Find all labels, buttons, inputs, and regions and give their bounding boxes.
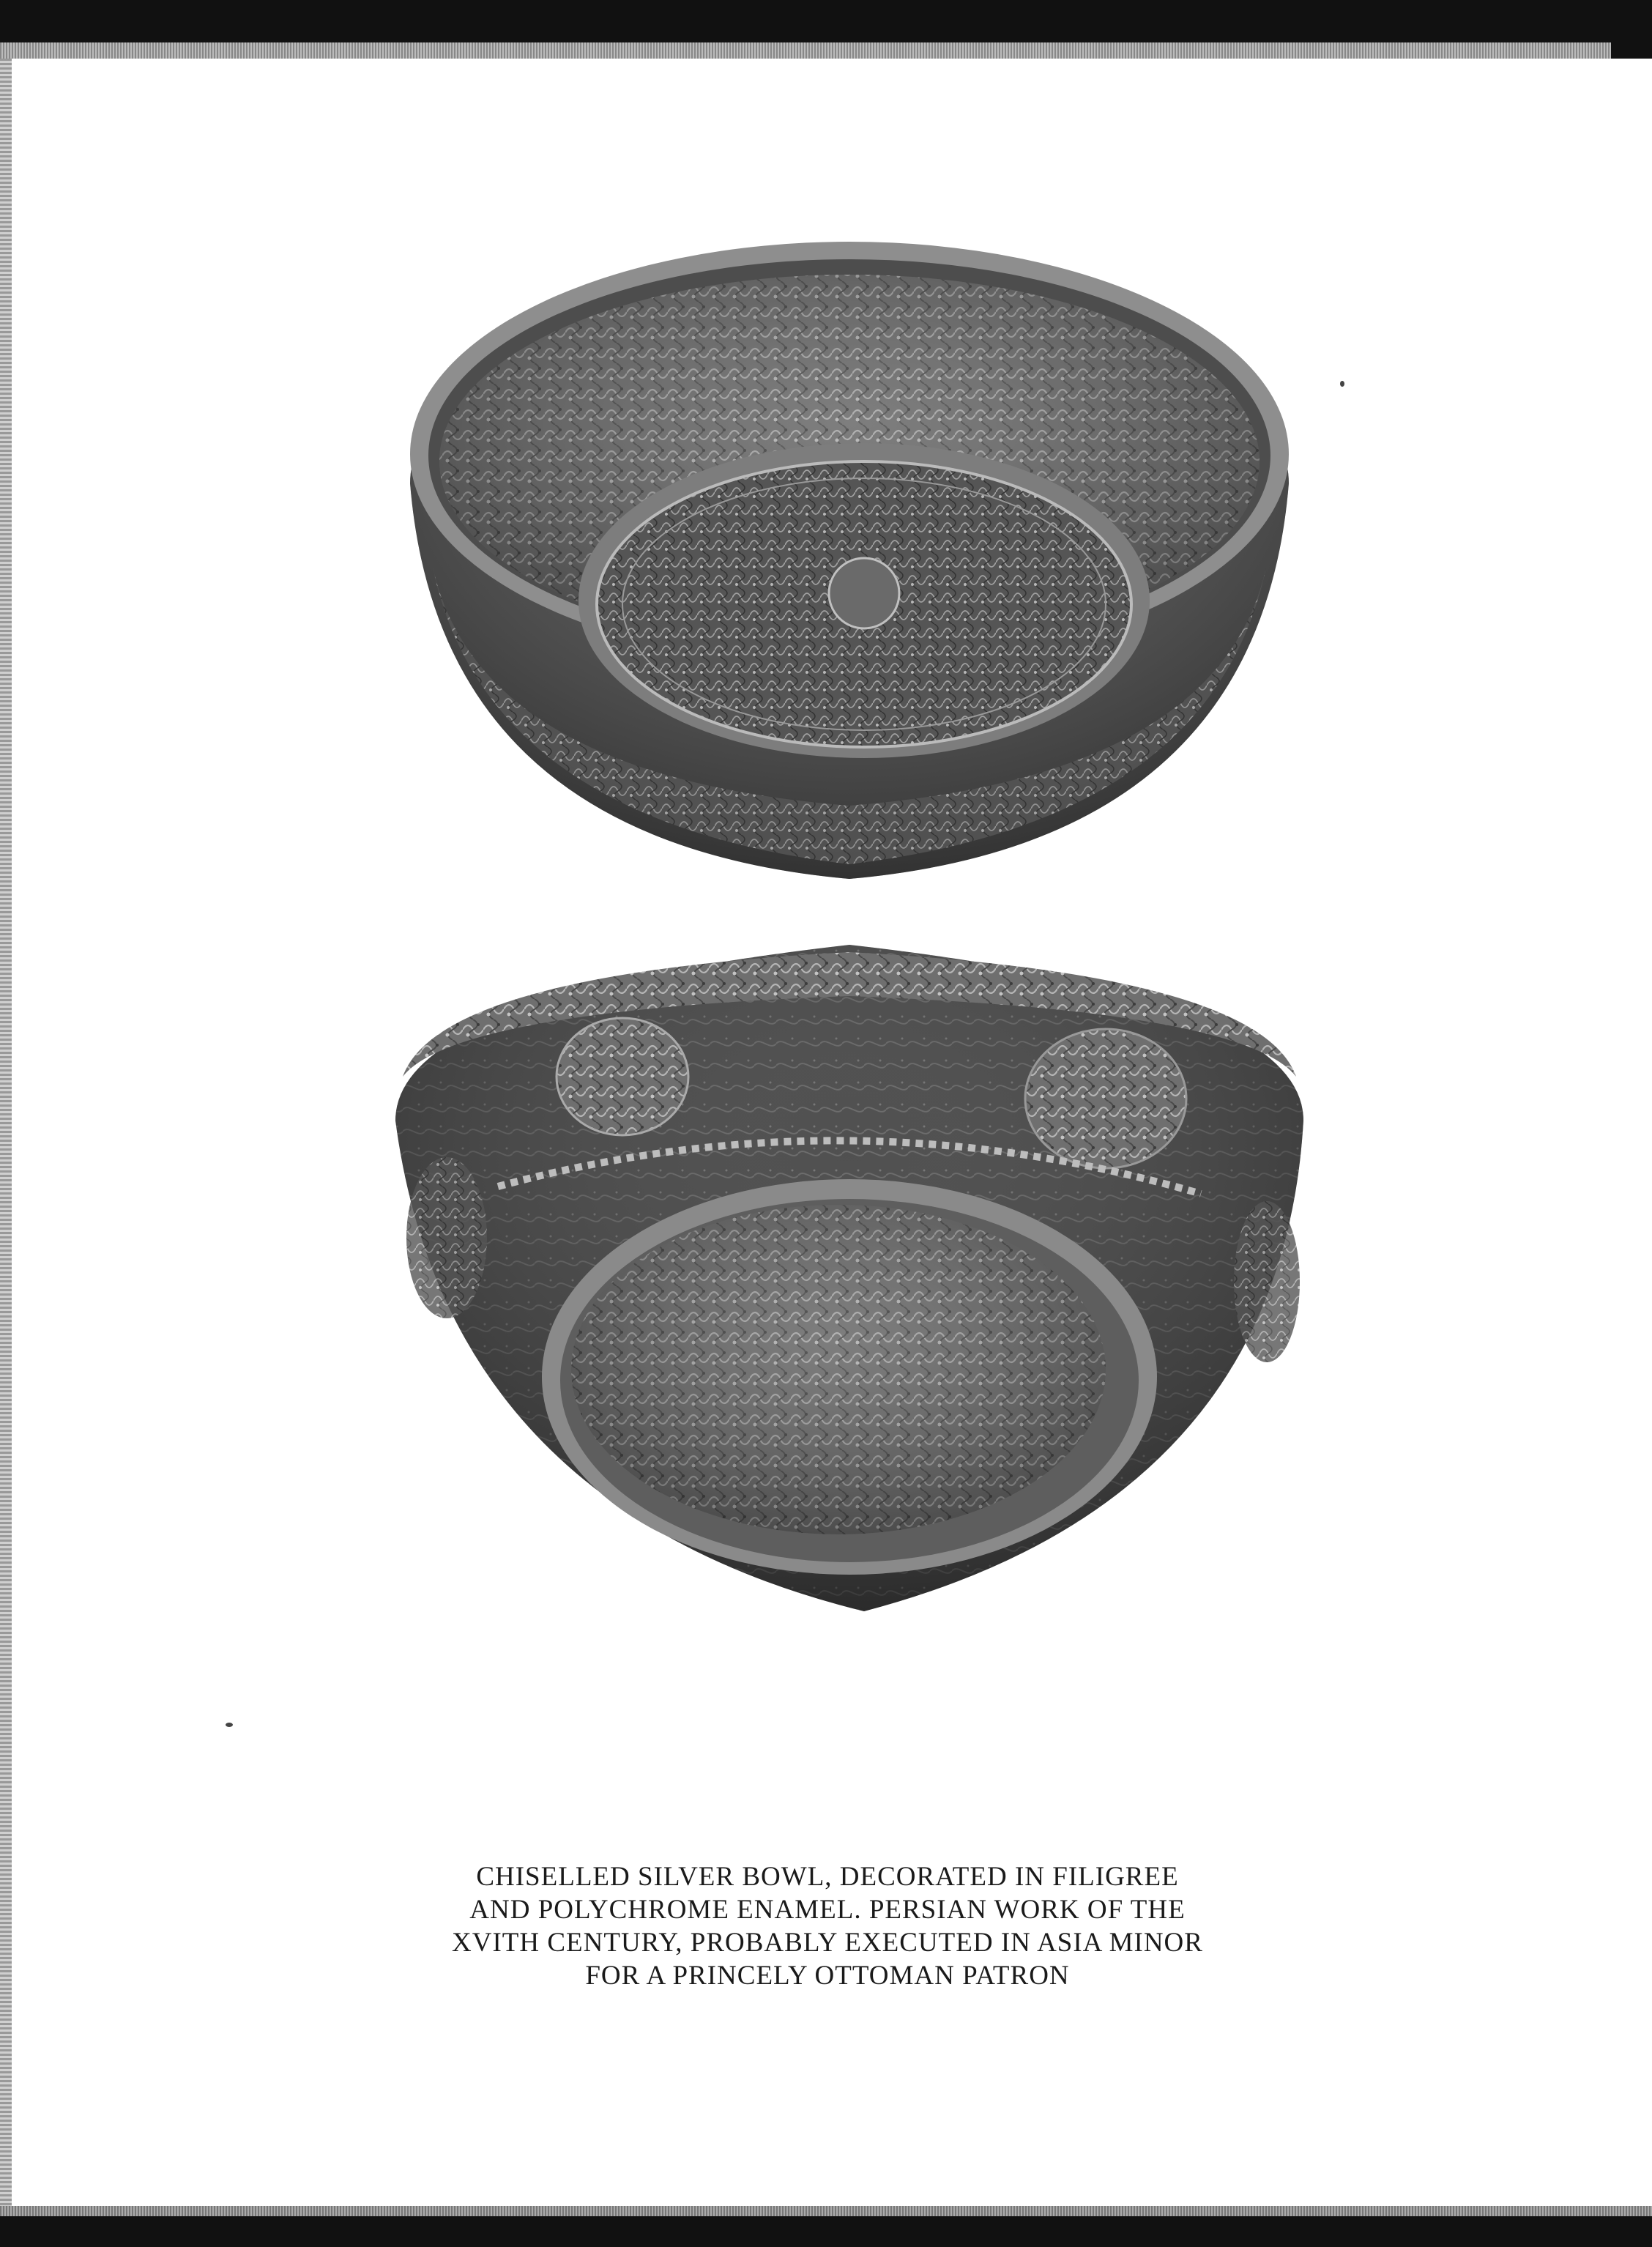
caption-line-1: CHISELLED SILVER BOWL, DECORATED IN FILIGREE <box>476 1862 1179 1892</box>
left-page-edge <box>0 59 12 2206</box>
plate-caption <box>410 1860 1245 1992</box>
bowl-underside-image <box>395 945 1303 1611</box>
photographic-plate <box>381 220 1333 1758</box>
top-border-texture <box>0 42 1611 59</box>
caption-line-3: XVITH CENTURY, PROBABLY EXECUTED IN ASIA MINOR <box>452 1928 1203 1958</box>
bowl-interior-image <box>410 242 1289 879</box>
caption-line-2: AND POLYCHROME ENAMEL. PERSIAN WORK OF THE <box>469 1895 1186 1925</box>
bottom-border-texture <box>0 2206 1652 2216</box>
caption-line-4: FOR A PRINCELY OTTOMAN PATRON <box>585 1961 1070 1991</box>
paper-speck <box>226 1723 233 1727</box>
top-border-rule <box>0 0 1652 59</box>
paper-speck <box>1340 381 1344 387</box>
bottom-border-rule <box>0 2206 1652 2247</box>
